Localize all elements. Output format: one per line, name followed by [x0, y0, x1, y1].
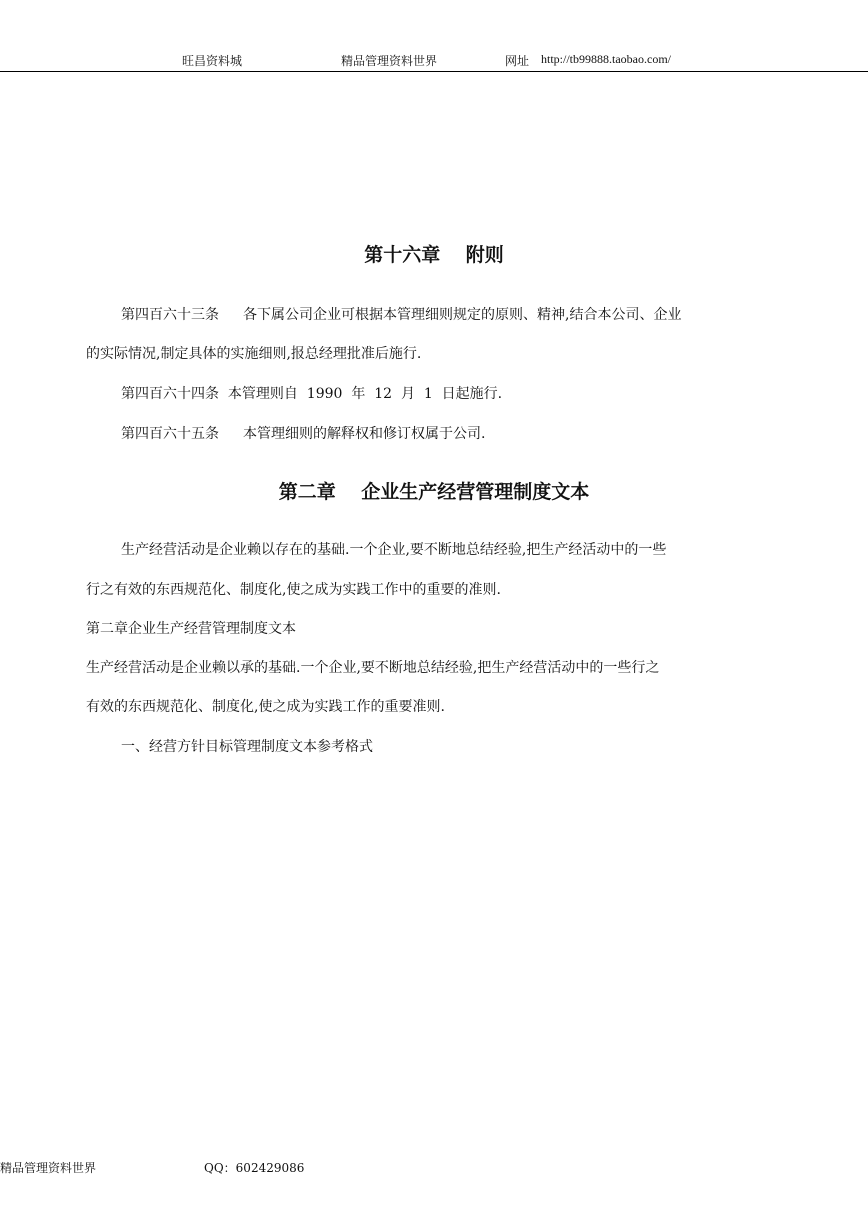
- chapter-2-title: 第二章 企业生产经营管理制度文本: [278, 481, 590, 503]
- list-item-1: 一、经营方针目标管理制度文本参考格式: [121, 739, 373, 755]
- article-463-label: 第四百六十三条: [121, 307, 219, 323]
- header-brand-name: 精品管理资料世界: [341, 54, 438, 68]
- chapter-2-subtitle: 第二章企业生产经营管理制度文本: [86, 621, 296, 637]
- intro-para2-line1: 生产经营活动是企业赖以承的基础.一个企业,要不断地总结经验,把生产经营活动中的一些行之: [86, 660, 660, 676]
- chapter-16-title: 第十六章 附则: [364, 244, 504, 266]
- article-465-label: 第四百六十五条: [121, 426, 219, 442]
- article-463-text: 各下属公司企业可根据本管理细则规定的原则、精神,结合本公司、企业: [243, 307, 682, 323]
- article-464: 第四百六十四条 本管理则自 1990 年 12 月 1 日起施行.: [121, 386, 503, 402]
- header-divider: [0, 71, 868, 72]
- article-463-line1: [121, 305, 681, 325]
- article-465-line: [121, 424, 485, 444]
- footer-qq: QQ：602429086: [204, 1161, 305, 1175]
- article-465-text: 本管理细则的解释权和修订权属于公司.: [243, 426, 486, 442]
- intro-para1-line2: 行之有效的东西规范化、制度化,使之成为实践工作中的重要的准则.: [86, 582, 501, 598]
- intro-para2-line2: 有效的东西规范化、制度化,使之成为实践工作的重要准则.: [86, 699, 445, 715]
- footer-brand-name: 精品管理资料世界: [0, 1161, 97, 1175]
- article-463-line2: 的实际情况,制定具体的实施细则,报总经理批准后施行.: [86, 346, 422, 362]
- header-site-name: 旺昌资料城: [182, 54, 243, 68]
- header-url[interactable]: http://tb99888.taobao.com/: [541, 52, 671, 66]
- intro-para1-line1: 生产经营活动是企业赖以存在的基础.一个企业,要不断地总结经验,把生产经活动中的一些: [121, 542, 667, 558]
- header-url-label: 网址: [505, 54, 530, 68]
